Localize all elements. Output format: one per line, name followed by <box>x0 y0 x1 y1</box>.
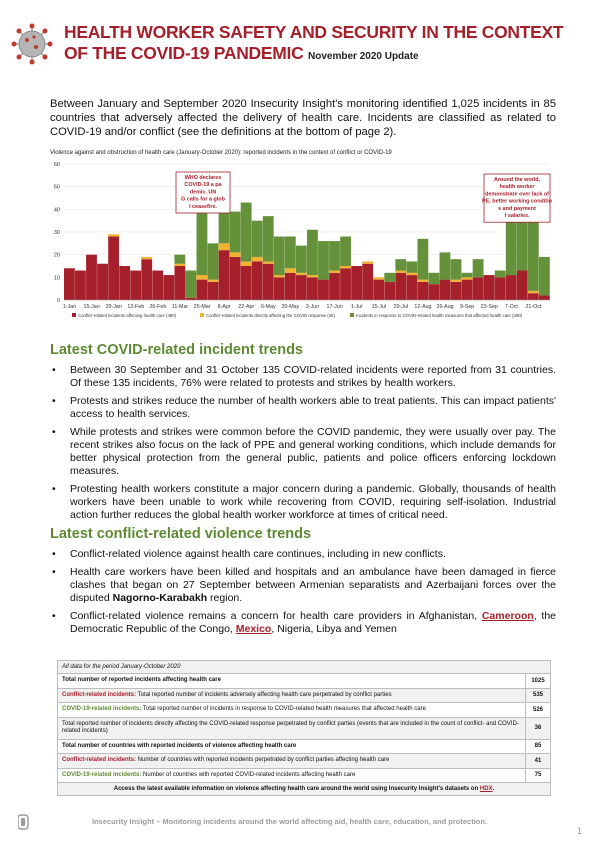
x-tick-label: 29-Jul <box>393 304 409 310</box>
list-item: • Conflict-related violence against health care continues, including in new conflicts. <box>50 548 556 561</box>
bar-segment <box>362 264 373 300</box>
x-tick-label: 3-Jun <box>305 304 320 310</box>
bar-segment <box>429 284 440 300</box>
virus-icon <box>10 22 54 66</box>
legend-swatch <box>72 313 76 317</box>
conflict-section-heading: Latest conflict-related violence trends <box>50 526 312 542</box>
bar-segment <box>417 280 428 282</box>
annotation-who-line: G calls for a glob <box>181 196 225 203</box>
bar-segment <box>451 280 462 282</box>
bullet-text: Conflict-related violence remains a concern for health care providers in Afghanistan, <box>70 610 482 622</box>
bar-segment <box>484 275 495 300</box>
bar-segment <box>208 243 219 279</box>
bar-segment <box>384 273 395 282</box>
bar-segment <box>473 259 484 277</box>
x-tick-label: 15-Jan <box>83 304 100 310</box>
bar-segment <box>517 271 528 300</box>
bar-segment <box>186 271 197 298</box>
bar-segment <box>340 268 351 300</box>
bar-segment <box>351 266 362 300</box>
y-tick-label: 10 <box>53 275 60 282</box>
region-name: Nagorno-Karabakh <box>112 592 208 604</box>
legend-label: Conflict-related incidents directly affecting the COVID response (36) <box>206 313 335 318</box>
bar-segment <box>528 221 539 291</box>
annotation-ppe-line: demonstrate over lack of <box>485 191 549 198</box>
incident-chart <box>50 158 560 330</box>
bar-segment <box>296 275 307 300</box>
row-value: 1025 <box>531 677 545 684</box>
bar-segment <box>174 266 185 300</box>
bar-segment <box>130 271 141 300</box>
annotation-who-line: demic. UN <box>189 189 217 196</box>
bar-segment <box>462 277 473 279</box>
bar-segment <box>219 243 230 250</box>
row-value: 535 <box>532 692 543 699</box>
bar-segment <box>373 277 384 279</box>
bar-segment <box>197 280 208 300</box>
bar-segment <box>462 280 473 300</box>
y-tick-label: 40 <box>53 207 60 214</box>
footer-text: . <box>492 786 495 792</box>
bar-segment <box>219 250 230 300</box>
bar-segment <box>186 298 197 300</box>
bar-segment <box>296 246 307 273</box>
legend-swatch <box>350 313 354 317</box>
row-value: 36 <box>534 725 542 731</box>
bar-segment <box>252 261 263 300</box>
bar-segment <box>230 212 241 253</box>
bar-segment <box>329 271 340 273</box>
intro-paragraph: Between January and September 2020 Insecurity Insight's monitoring identified 1,025 incidents in 85 countries that adversely affected the delivery of health care. Incidents are classified as related to COVID-19 and/or conflict (see the definitions at the bottom of page 2). <box>50 98 556 138</box>
table-row <box>58 718 550 740</box>
list-item <box>50 566 556 605</box>
table-footer-row <box>58 783 550 795</box>
row-prefix: Conflict-related incidents: <box>62 757 137 763</box>
bar-segment <box>406 273 417 275</box>
bar-segment <box>241 203 252 262</box>
bar-segment <box>506 275 517 300</box>
footer-tagline: Insecurity Insight – Monitoring incidents around the world affecting aid, health care, education, and protection. <box>92 817 488 826</box>
bar-segment <box>285 273 296 300</box>
row-label: Total number of reported incidents affecting health care <box>62 677 221 683</box>
y-tick-label: 50 <box>53 184 60 191</box>
table-row <box>58 740 550 755</box>
legend-label: Conflict-related incidents affecting health care (490) <box>78 313 177 318</box>
bar-segment <box>517 218 528 270</box>
row-value: 75 <box>534 772 542 779</box>
bar-segment <box>495 277 506 300</box>
row-label: Number of countries with reported COVID-related incidents affecting health care <box>141 771 356 778</box>
row-prefix: COVID-19-related incidents: <box>62 771 142 778</box>
bar-segment <box>75 271 86 300</box>
row-value: 85 <box>534 743 542 750</box>
bar-segment <box>86 255 97 300</box>
x-tick-label: 26-Aug <box>436 304 454 310</box>
bar-segment <box>395 259 406 270</box>
bar-segment <box>307 275 318 277</box>
bar-segment <box>230 252 241 257</box>
bar-segment <box>362 261 373 263</box>
bar-segment <box>440 252 451 279</box>
table-row <box>58 703 550 718</box>
x-tick-label: 22-Apr <box>238 304 255 310</box>
bar-segment <box>417 282 428 300</box>
bar-segment <box>230 257 241 300</box>
list-item: • Protesting health workers constitute a major concern during a pandemic. Globally, thousands of health workers have been unable to work while recovering from COVID, requiring self-isolation. Industrial action further reduces the global health worker workforce at times of critical need. <box>50 483 556 522</box>
bar-segment <box>384 282 395 300</box>
table-row <box>58 674 550 689</box>
list-item: • While protests and strikes were common before the COVID pandemic, they were usually over pay. The recent strikes also focus on the lack of PPE and general working conditions, which include demands for better physical protection from the general public, patients and police officers enforcing lockdown measures. <box>50 426 556 478</box>
bar-segment <box>241 266 252 300</box>
bar-segment <box>440 280 451 300</box>
update-label: November 2020 Update <box>308 51 419 62</box>
annotation-ppe-line: f salaries. <box>504 213 530 219</box>
page-number: 1 <box>577 826 583 836</box>
mexico-link[interactable]: Mexico <box>235 623 272 635</box>
bar-segment <box>329 241 340 270</box>
row-prefix: COVID-19-related incidents: <box>62 706 142 712</box>
list-item: • Between 30 September and 31 October 135 COVID-related incidents were reported from 31 countries. Of these 135 incidents, 76% were related to protests and strikes by health workers. <box>50 364 556 390</box>
legend-label: Incidents in response to COVID-related health measures that affected health care (490) <box>356 313 523 318</box>
page-title <box>64 22 584 67</box>
list-item <box>50 610 556 636</box>
bar-segment <box>119 266 130 300</box>
row-label: Total number of countries with reported incidents of violence affecting health care <box>62 742 297 749</box>
bullet-text: Health care workers have been killed and hospitals and an ambulance have been damaged in fierce clashes that began on 27 September between Armenian separatists and Azerbaijani forces over the disputed <box>70 566 556 604</box>
bar-segment <box>528 293 539 300</box>
bar-segment <box>395 273 406 300</box>
chart-title: Violence against and obstruction of health care (January-October 2020): reported incidents in the context of conflict or COVID-19 <box>50 150 392 156</box>
bar-segment <box>307 230 318 275</box>
x-tick-label: 9-Sep <box>460 304 475 310</box>
table-caption: All data for the period January-October 2020 <box>58 661 550 674</box>
x-tick-label: 26-Feb <box>149 304 167 310</box>
row-label: Total reported number of incidents directly affecting the COVID-related response perpetrated by conflict parties (events that are included in the count of conflict- and COVID-related incidents) <box>58 718 526 739</box>
x-tick-label: 17-Jun <box>326 304 343 310</box>
annotation-who-line: COVID-19 a pa <box>184 182 222 189</box>
bar-segment <box>451 259 462 279</box>
x-tick-label: 6-May <box>260 304 276 310</box>
bar-segment <box>417 239 428 280</box>
insecurity-insight-logo <box>18 814 58 830</box>
hdx-link[interactable]: HDX <box>479 786 493 792</box>
x-tick-label: 21-Oct <box>525 304 542 310</box>
list-item: • Protests and strikes reduce the number of health workers able to treat patients. This can impact patients' access to health services. <box>50 395 556 421</box>
x-tick-label: 1-Jan <box>62 304 77 310</box>
bar-segment <box>108 234 119 236</box>
bar-segment <box>340 237 351 266</box>
annotation-who-line: WHO declares <box>184 175 222 181</box>
bullet-text: , Nigeria, Libya and Yemen <box>271 623 397 635</box>
x-tick-label: 12-Feb <box>127 304 145 310</box>
bar-segment <box>274 277 285 300</box>
bar-segment <box>208 280 219 282</box>
row-value: 41 <box>534 757 542 764</box>
x-tick-label: 11-Mar <box>171 304 189 310</box>
legend-swatch <box>200 313 204 317</box>
conflict-bullets <box>50 548 556 641</box>
annotation-ppe-line: Around the world, <box>493 177 541 183</box>
bar-segment <box>373 280 384 300</box>
bar-segment <box>307 277 318 300</box>
bar-segment <box>174 255 185 264</box>
bar-segment <box>152 271 163 300</box>
bar-segment <box>141 257 152 259</box>
x-tick-label: 1-Jul <box>350 304 363 310</box>
bar-segment <box>97 264 108 300</box>
x-tick-label: 25-Mar <box>193 304 211 310</box>
row-label: Number of countries with reported incidents perpetrated by conflict parties affecting health care <box>136 757 390 763</box>
bar-segment <box>318 241 329 280</box>
bar-segment <box>539 257 550 296</box>
annotation-ppe-line: health worker <box>499 184 535 191</box>
covid-bullets <box>50 364 556 527</box>
bar-segment <box>141 259 152 300</box>
row-label: Total reported number of incidents in response to COVID-related health measures that affected health care <box>141 706 426 712</box>
bar-segment <box>406 275 417 300</box>
table-row <box>58 689 550 704</box>
covid-section-heading: Latest COVID-related incident trends <box>50 342 303 358</box>
bar-segment <box>528 291 539 293</box>
bar-segment <box>451 282 462 300</box>
bar-segment <box>506 218 517 275</box>
x-tick-label: 29-Jan <box>105 304 122 310</box>
bar-segment <box>318 280 329 300</box>
x-tick-label: 20-May <box>281 304 300 310</box>
bar-segment <box>406 261 417 272</box>
bar-segment <box>252 221 263 257</box>
bar-segment <box>429 273 440 284</box>
bar-segment <box>539 295 550 300</box>
y-tick-label: 30 <box>53 230 60 236</box>
bar-segment <box>462 273 473 278</box>
row-value: 526 <box>532 706 543 713</box>
bar-segment <box>263 264 274 300</box>
bar-segment <box>473 277 484 300</box>
table-row <box>58 769 550 784</box>
annotation-ppe-line: PE, better working conditio <box>482 198 552 205</box>
bullet-text: , the Democratic Republic of the Congo, <box>70 610 556 635</box>
bar-segment <box>329 273 340 300</box>
bar-segment <box>285 268 296 273</box>
row-prefix: Conflict-related incidents: <box>62 691 137 698</box>
bar-segment <box>174 264 185 266</box>
x-tick-label: 12-Aug <box>414 304 432 310</box>
table-row <box>58 754 550 769</box>
x-tick-label: 8-Apr <box>217 304 231 310</box>
y-tick-label: 20 <box>53 252 60 259</box>
title-text: HEALTH WORKER SAFETY AND SECURITY IN THE CONTEXT OF THE COVID-19 PANDEMIC <box>64 22 564 63</box>
bar-segment <box>241 261 252 266</box>
annotation-ppe-line: s and payment <box>498 205 536 212</box>
bar-segment <box>197 275 208 280</box>
bar-segment <box>340 266 351 268</box>
bar-segment <box>285 237 296 269</box>
bar-segment <box>274 237 285 276</box>
y-tick-label: 0 <box>56 298 60 304</box>
bar-segment <box>274 275 285 277</box>
y-tick-label: 60 <box>53 162 60 168</box>
cameroon-link[interactable]: Cameroon <box>481 610 534 622</box>
bar-segment <box>108 237 119 300</box>
bar-segment <box>252 257 263 262</box>
x-tick-label: 7-Oct <box>504 304 518 310</box>
bar-segment <box>296 273 307 275</box>
annotation-who-line: l ceasefire. <box>189 203 217 210</box>
summary-table <box>57 660 551 796</box>
bar-segment <box>64 268 75 300</box>
bar-segment <box>395 271 406 273</box>
row-label: Total reported number of incidents adversely affecting health care perpetrated by conflict parties <box>136 691 392 698</box>
bar-segment <box>263 261 274 263</box>
bar-segment <box>495 271 506 278</box>
x-tick-label: 23-Sep <box>480 304 498 310</box>
bullet-text: region. <box>207 592 243 604</box>
x-tick-label: 15-Jul <box>371 304 387 310</box>
bar-segment <box>263 216 274 261</box>
footer-text: Access the latest available information on violence affecting health care around the world using Insecurity Insight's datasets on <box>113 786 480 792</box>
bar-segment <box>208 282 219 300</box>
bar-segment <box>163 275 174 300</box>
